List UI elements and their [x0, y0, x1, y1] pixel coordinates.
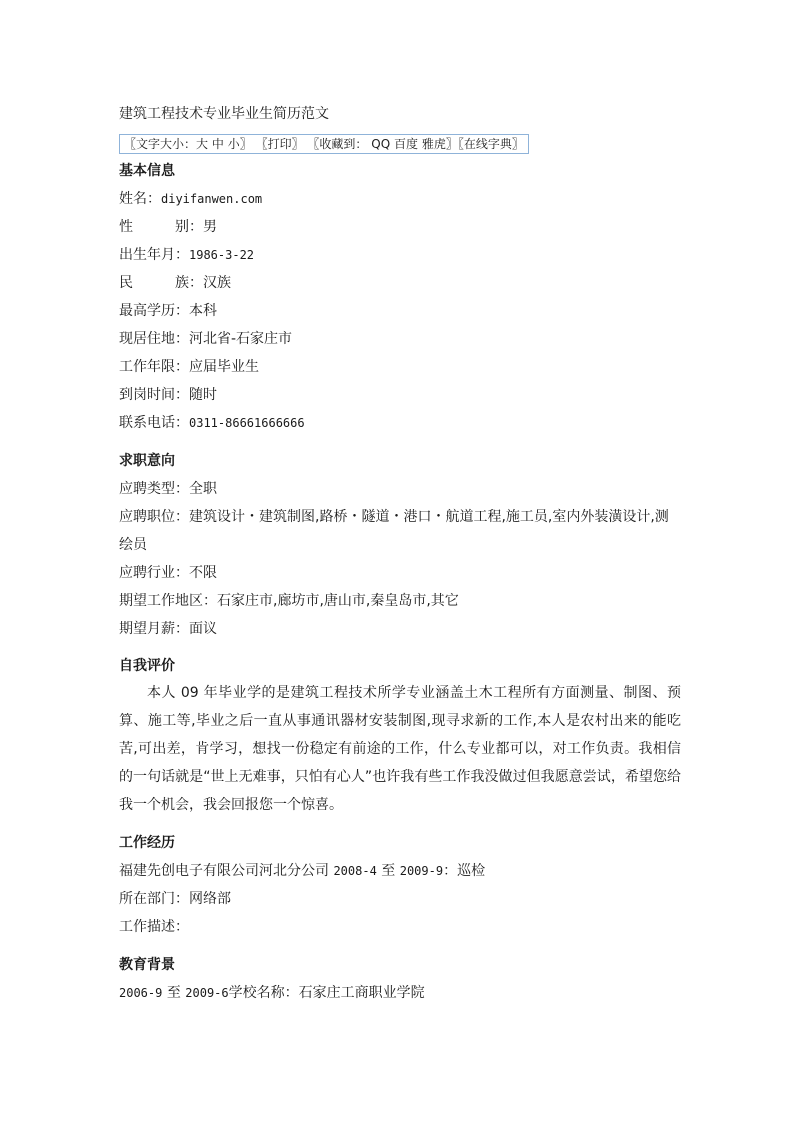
name-label: 姓名：	[119, 191, 161, 207]
salary-row	[119, 619, 217, 639]
article-toolbar	[119, 134, 529, 154]
favorite-yahoo-link[interactable]: 雅虎	[421, 137, 446, 151]
job-region-value: 石家庄市,廊坊市,唐山市,秦皇岛市,其它	[217, 593, 459, 609]
work-company-row	[119, 861, 485, 881]
work-history-heading: 工作经历	[119, 835, 175, 851]
education-row	[119, 983, 425, 1003]
education-level-value: 本科	[189, 303, 217, 319]
job-industry-value: 不限	[189, 565, 217, 581]
name-value: diyifanwen.com	[161, 192, 263, 206]
gender-value: 男	[203, 219, 217, 235]
residence-row	[119, 329, 292, 349]
ethnic-label-part2: 族：	[175, 275, 203, 291]
ethnic-row	[119, 273, 231, 293]
availability-row	[119, 385, 217, 405]
font-medium-link[interactable]: 中	[211, 137, 224, 151]
job-industry-label: 应聘行业：	[119, 565, 189, 581]
birth-label: 出生年月：	[119, 247, 189, 263]
edu-end-date: 2009-6	[185, 986, 229, 1000]
work-date-separator: 至	[381, 863, 396, 879]
font-large-link[interactable]: 大	[196, 137, 209, 151]
job-position-value: 建筑设计・建筑制图,路桥・隧道・港口・航道工程,施工员,室内外装潢设计,测绘员	[119, 509, 669, 553]
phone-value: 0311-86661666666	[189, 416, 305, 430]
gender-row	[119, 217, 217, 237]
work-role: ：巡检	[443, 863, 486, 879]
school-value: 石家庄工商职业学院	[298, 985, 425, 1001]
font-size-prefix: 〖文字大小：	[124, 137, 197, 151]
work-department-label: 所在部门：	[119, 891, 189, 907]
ethnic-value: 汉族	[203, 275, 231, 291]
ethnic-label-part1: 民	[119, 275, 133, 291]
favorites-prefix: 〖收藏到：	[307, 137, 368, 151]
document-title: 建筑工程技术专业毕业生简历范文	[119, 106, 329, 122]
availability-value: 随时	[189, 387, 217, 403]
job-type-label: 应聘类型：	[119, 481, 189, 497]
dictionary-link[interactable]: 〖在线字典〗	[457, 137, 524, 151]
education-level-label: 最高学历：	[119, 303, 189, 319]
gender-label-part2: 别：	[175, 219, 203, 235]
work-years-row	[119, 357, 259, 377]
job-region-row	[119, 591, 459, 611]
work-description-row	[119, 917, 189, 937]
work-start-date: 2008-4	[333, 864, 377, 878]
self-eval-heading: 自我评价	[119, 658, 175, 674]
edu-date-separator: 至	[166, 985, 181, 1001]
job-type-row	[119, 479, 217, 499]
favorite-baidu-link[interactable]: 百度	[393, 137, 418, 151]
birth-value: 1986-3-22	[189, 248, 255, 262]
self-eval-paragraph: 本人 09 年毕业学的是建筑工程技术所学专业涵盖土木工程所有方面测量、制图、预算、施工等,毕业之后一直从事通讯器材安装制图,现寻求新的工作,本人是农村出来的能吃苦,可出差，肯学习，想找一份稳定有前途的工作，什么专业都可以，对工作负责。我相信的一句话就是“世上无难事，只怕有心人”也许我有些工作我没做过但我愿意尝试，希望您给我一个机会，我会回报您一个惊喜。	[119, 685, 681, 813]
salary-label: 期望月薪：	[119, 621, 189, 637]
print-link[interactable]: 〖打印〗	[255, 137, 304, 151]
salary-value: 面议	[189, 621, 217, 637]
work-end-date: 2009-9	[399, 864, 444, 878]
font-small-link[interactable]: 小	[227, 137, 240, 151]
favorites-suffix: 〗	[445, 137, 458, 151]
gender-label-part1: 性	[119, 219, 133, 235]
work-description-label: 工作描述：	[119, 919, 189, 935]
residence-label: 现居住地：	[119, 331, 189, 347]
job-region-label: 期望工作地区：	[119, 593, 217, 609]
work-department-value: 网络部	[189, 891, 231, 907]
birth-row	[119, 245, 254, 265]
work-company-name: 福建先创电子有限公司河北分公司	[119, 863, 329, 879]
availability-label: 到岗时间：	[119, 387, 189, 403]
job-type-value: 全职	[189, 481, 217, 497]
job-industry-row	[119, 563, 217, 583]
basic-info-heading: 基本信息	[119, 163, 175, 179]
font-size-suffix: 〗	[239, 137, 252, 151]
school-label: 学校名称：	[228, 985, 299, 1001]
name-row	[119, 189, 262, 209]
education-heading: 教育背景	[119, 957, 175, 973]
job-intent-heading: 求职意向	[119, 453, 175, 469]
work-years-label: 工作年限：	[119, 359, 189, 375]
phone-row	[119, 413, 305, 433]
education-level-row	[119, 301, 217, 321]
job-position-label: 应聘职位：	[119, 509, 189, 525]
work-years-value: 应届毕业生	[189, 359, 259, 375]
edu-start-date: 2006-9	[119, 986, 163, 1000]
work-department-row	[119, 889, 231, 909]
favorite-qq-link[interactable]: QQ	[371, 137, 391, 151]
job-position-row	[119, 503, 681, 559]
residence-value: 河北省-石家庄市	[189, 331, 293, 347]
phone-label: 联系电话：	[119, 415, 189, 431]
